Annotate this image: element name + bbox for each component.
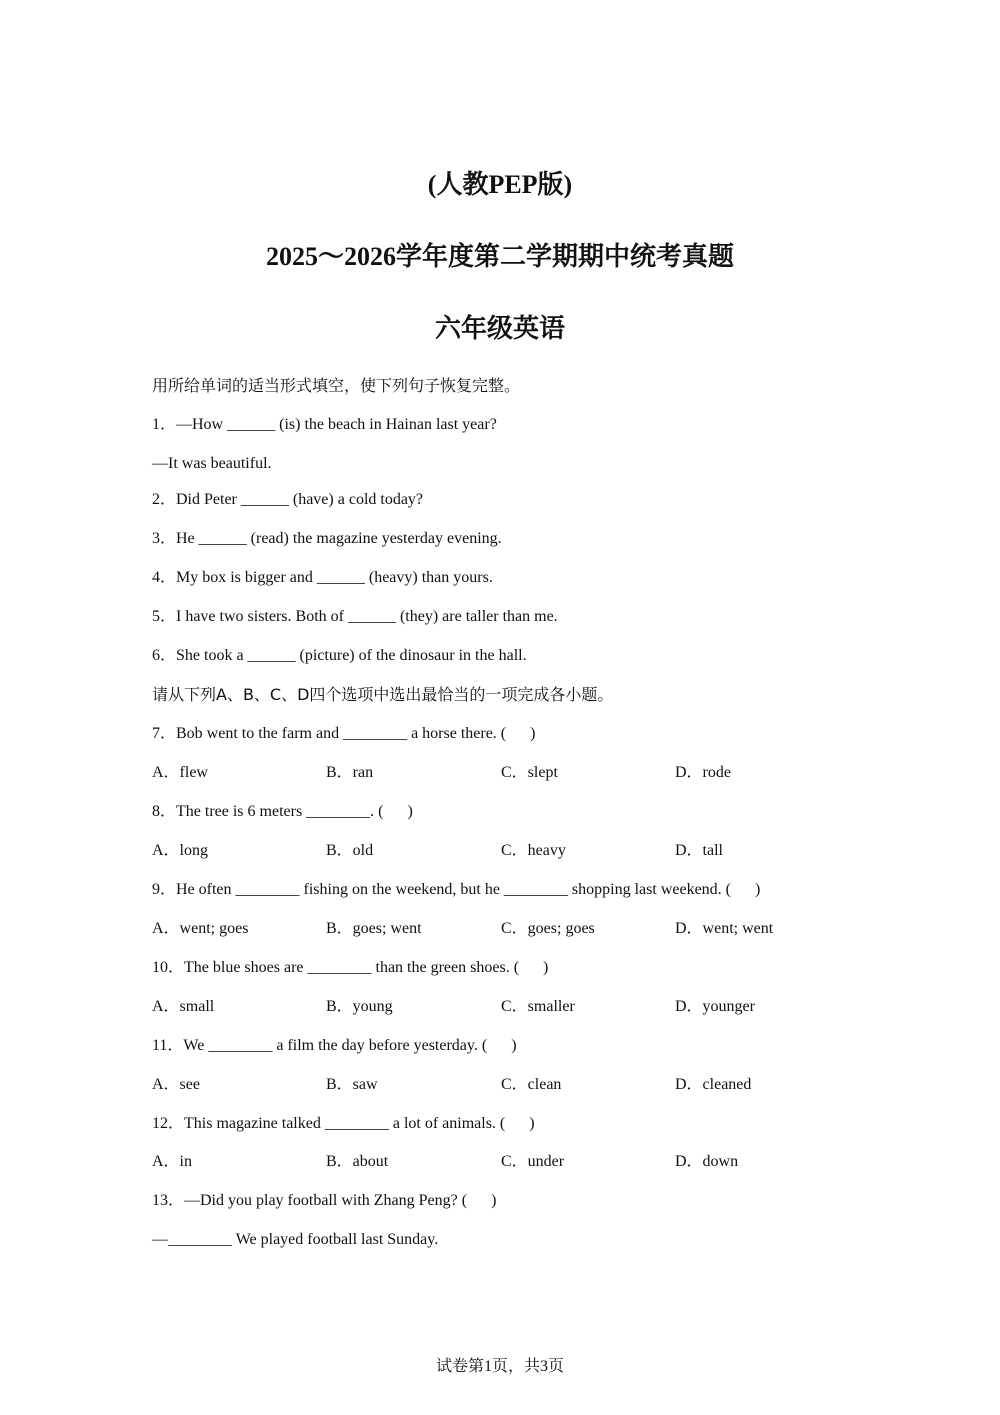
option-b: B．young bbox=[326, 998, 393, 1015]
question-3: 3．He ______ (read) the magazine yesterday evening. bbox=[152, 530, 502, 547]
option-b: B．old bbox=[326, 842, 374, 859]
option-b: B．ran bbox=[326, 764, 374, 781]
option-d: D．cleaned bbox=[675, 1076, 752, 1093]
question-9-options bbox=[152, 918, 852, 940]
section1-instruction: 用所给单词的适当形式填空，使下列句子恢复完整。 bbox=[152, 376, 521, 395]
subject-title: 六年级英语 bbox=[434, 314, 565, 343]
option-c: C．smaller bbox=[501, 998, 575, 1015]
option-d: D．went; went bbox=[675, 920, 774, 937]
option-c: C．heavy bbox=[501, 842, 566, 859]
option-a: A．went; goes bbox=[152, 920, 249, 937]
option-d: D．younger bbox=[675, 998, 755, 1015]
question-10: 10．The blue shoes are ________ than the green shoes. ( ) bbox=[152, 959, 549, 976]
question-13: 13．—Did you play football with Zhang Peng? ( ) bbox=[152, 1192, 497, 1209]
option-d: D．down bbox=[675, 1153, 739, 1170]
option-a: A．in bbox=[152, 1153, 193, 1170]
question-10-options bbox=[152, 996, 852, 1018]
question-11-options bbox=[152, 1074, 852, 1096]
question-7-options bbox=[152, 762, 852, 784]
question-4: 4．My box is bigger and ______ (heavy) than yours. bbox=[152, 569, 493, 586]
page-footer: 试卷第1页，共3页 bbox=[435, 1358, 564, 1375]
question-1-reply: —It was beautiful. bbox=[152, 455, 272, 472]
question-8: 8．The tree is 6 meters ________. ( ) bbox=[152, 803, 413, 820]
question-2: 2．Did Peter ______ (have) a cold today? bbox=[152, 491, 424, 508]
question-7: 7．Bob went to the farm and ________ a horse there. ( ) bbox=[152, 725, 536, 742]
option-d: D．rode bbox=[675, 764, 731, 781]
option-a: A．see bbox=[152, 1076, 200, 1093]
exam-title: 2025～2026学年度第二学期期中统考真题 bbox=[265, 242, 734, 271]
option-c: C．slept bbox=[501, 764, 558, 781]
question-1: 1．—How ______ (is) the beach in Hainan last year? bbox=[152, 416, 497, 433]
question-6: 6．She took a ______ (picture) of the dinosaur in the hall. bbox=[152, 647, 527, 664]
question-8-options bbox=[152, 840, 852, 862]
option-d: D．tall bbox=[675, 842, 723, 859]
edition-title: (人教PEP版) bbox=[427, 170, 573, 199]
section2-instruction: 请从下列A、B、C、D四个选项中选出最恰当的一项完成各小题。 bbox=[152, 685, 614, 704]
option-a: A．small bbox=[152, 998, 215, 1015]
option-a: A．long bbox=[152, 842, 209, 859]
option-b: B．goes; went bbox=[326, 920, 422, 937]
option-c: C．under bbox=[501, 1153, 565, 1170]
question-12: 12．This magazine talked ________ a lot of animals. ( ) bbox=[152, 1115, 535, 1132]
option-c: C．goes; goes bbox=[501, 920, 595, 937]
option-b: B．about bbox=[326, 1153, 389, 1170]
option-c: C．clean bbox=[501, 1076, 562, 1093]
question-11: 11．We ________ a film the day before yesterday. ( ) bbox=[152, 1037, 517, 1054]
question-5: 5．I have two sisters. Both of ______ (they) are taller than me. bbox=[152, 608, 558, 625]
question-9: 9．He often ________ fishing on the weekend, but he ________ shopping last weekend. ( ) bbox=[152, 881, 761, 898]
question-12-options bbox=[152, 1151, 852, 1173]
question-13-reply: —________ We played football last Sunday. bbox=[152, 1231, 439, 1248]
option-b: B．saw bbox=[326, 1076, 378, 1093]
option-a: A．flew bbox=[152, 764, 208, 781]
